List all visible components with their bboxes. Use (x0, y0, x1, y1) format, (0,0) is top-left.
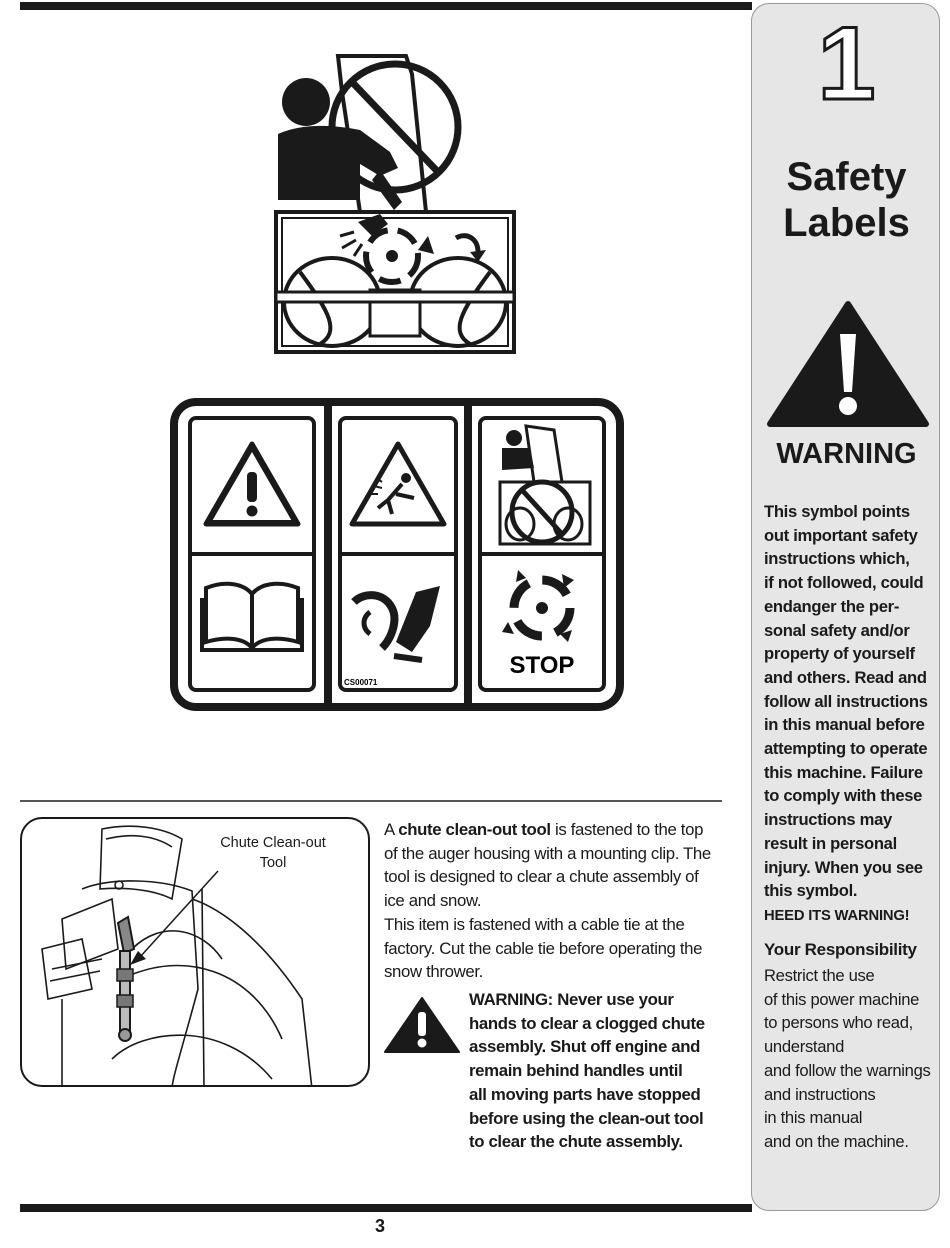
bottom-rule (20, 1204, 752, 1212)
description-line: snow thrower. (384, 962, 483, 982)
responsibility-title: Your Responsibility (764, 940, 917, 959)
warning-description-line: property of yourself (764, 644, 915, 664)
description-line: This item is fastened with a cable tie at the (384, 914, 685, 934)
warning-description-line: follow all instructions (764, 691, 928, 711)
safety-decal (170, 398, 624, 711)
section-divider (20, 800, 722, 802)
hand-in-chute-prohibition-illustration (270, 52, 520, 358)
description-line: ice and snow. (384, 891, 482, 911)
chapter-number: 1 (817, 6, 876, 122)
warning-description-line: this symbol. (764, 881, 858, 901)
page-number: 3 (374, 1216, 385, 1236)
read-manual-icon (202, 584, 302, 650)
warning-triangle-icon (383, 996, 461, 1054)
decal-code: CS00071 (344, 678, 378, 687)
chute-tool-figure (20, 817, 370, 1087)
top-rule (20, 2, 752, 10)
responsibility-line: and on the machine. (764, 1131, 909, 1151)
warning-line: hands to clear a clogged chute (469, 1013, 705, 1033)
warning-description-line: sonal safety and/or (764, 620, 910, 640)
warning-description-line: out important safety (764, 525, 918, 545)
warning-description-line: and others. Read and (764, 667, 927, 687)
responsibility-text (764, 964, 940, 1154)
warning-description-line: if not followed, could (764, 573, 924, 593)
warning-description-line: endanger the per- (764, 596, 900, 616)
warning-description-line: to comply with these (764, 786, 923, 806)
chapter-sidebar (751, 3, 940, 1211)
warning-line: before using the clean-out tool (469, 1108, 704, 1128)
callout-line: Chute Clean-out (220, 835, 326, 851)
text-suffix: is fastened to the top (550, 820, 704, 839)
warning-line: all moving parts have stopped (469, 1084, 701, 1104)
responsibility-line: and instructions (764, 1084, 876, 1104)
warning-description-line: injury. When you see (764, 857, 923, 877)
warning-description-line: result in personal (764, 833, 897, 853)
warning-heading: WARNING (776, 438, 917, 470)
warning-description-line: in this manual before (764, 715, 925, 735)
warning-line: to clear the chute assembly. (469, 1132, 683, 1152)
chute-tool-description (384, 818, 724, 984)
section-title-line: Safety (786, 155, 907, 199)
responsibility-line: Restrict the use (764, 966, 875, 985)
description-line: of the auger housing with a mounting clip. The (384, 843, 711, 863)
description-line: tool is designed to clear a chute assembly of (384, 867, 699, 887)
section-title (752, 154, 941, 246)
description-line: factory. Cut the cable tie before operating the (384, 938, 703, 958)
responsibility-line: in this manual (764, 1108, 863, 1128)
section-title-line: Labels (783, 201, 910, 245)
warning-description-line: instructions which, (764, 549, 910, 569)
warning-description-line: attempting to operate (764, 739, 928, 759)
cleanout-tool-shape (117, 917, 134, 1041)
chute-warning-text (469, 988, 729, 1154)
tool-callout (208, 833, 338, 873)
warning-description (764, 500, 940, 903)
warning-description-line: instructions may (764, 810, 892, 830)
callout-line: Tool (259, 855, 287, 871)
responsibility-line: of this power machine (764, 989, 920, 1009)
responsibility-line: and follow the warnings (764, 1060, 931, 1080)
stop-label: STOP (509, 652, 575, 679)
warning-triangle-icon (766, 300, 930, 430)
heed-warning-text: HEED ITS WARNING! (764, 908, 910, 924)
responsibility-line: to persons who read, (764, 1013, 913, 1033)
warning-line: remain behind handles until (469, 1061, 683, 1081)
warning-line: assembly. Shut off engine and (469, 1037, 701, 1057)
responsibility-line: understand (764, 1037, 845, 1057)
text-prefix: A (384, 820, 399, 839)
warning-description-line: this machine. Failure (764, 762, 923, 782)
bold-term: chute clean-out tool (398, 820, 551, 839)
description-line (384, 818, 724, 842)
warning-description-line: This symbol points (764, 502, 910, 521)
warning-line: WARNING: Never use your (469, 990, 674, 1009)
